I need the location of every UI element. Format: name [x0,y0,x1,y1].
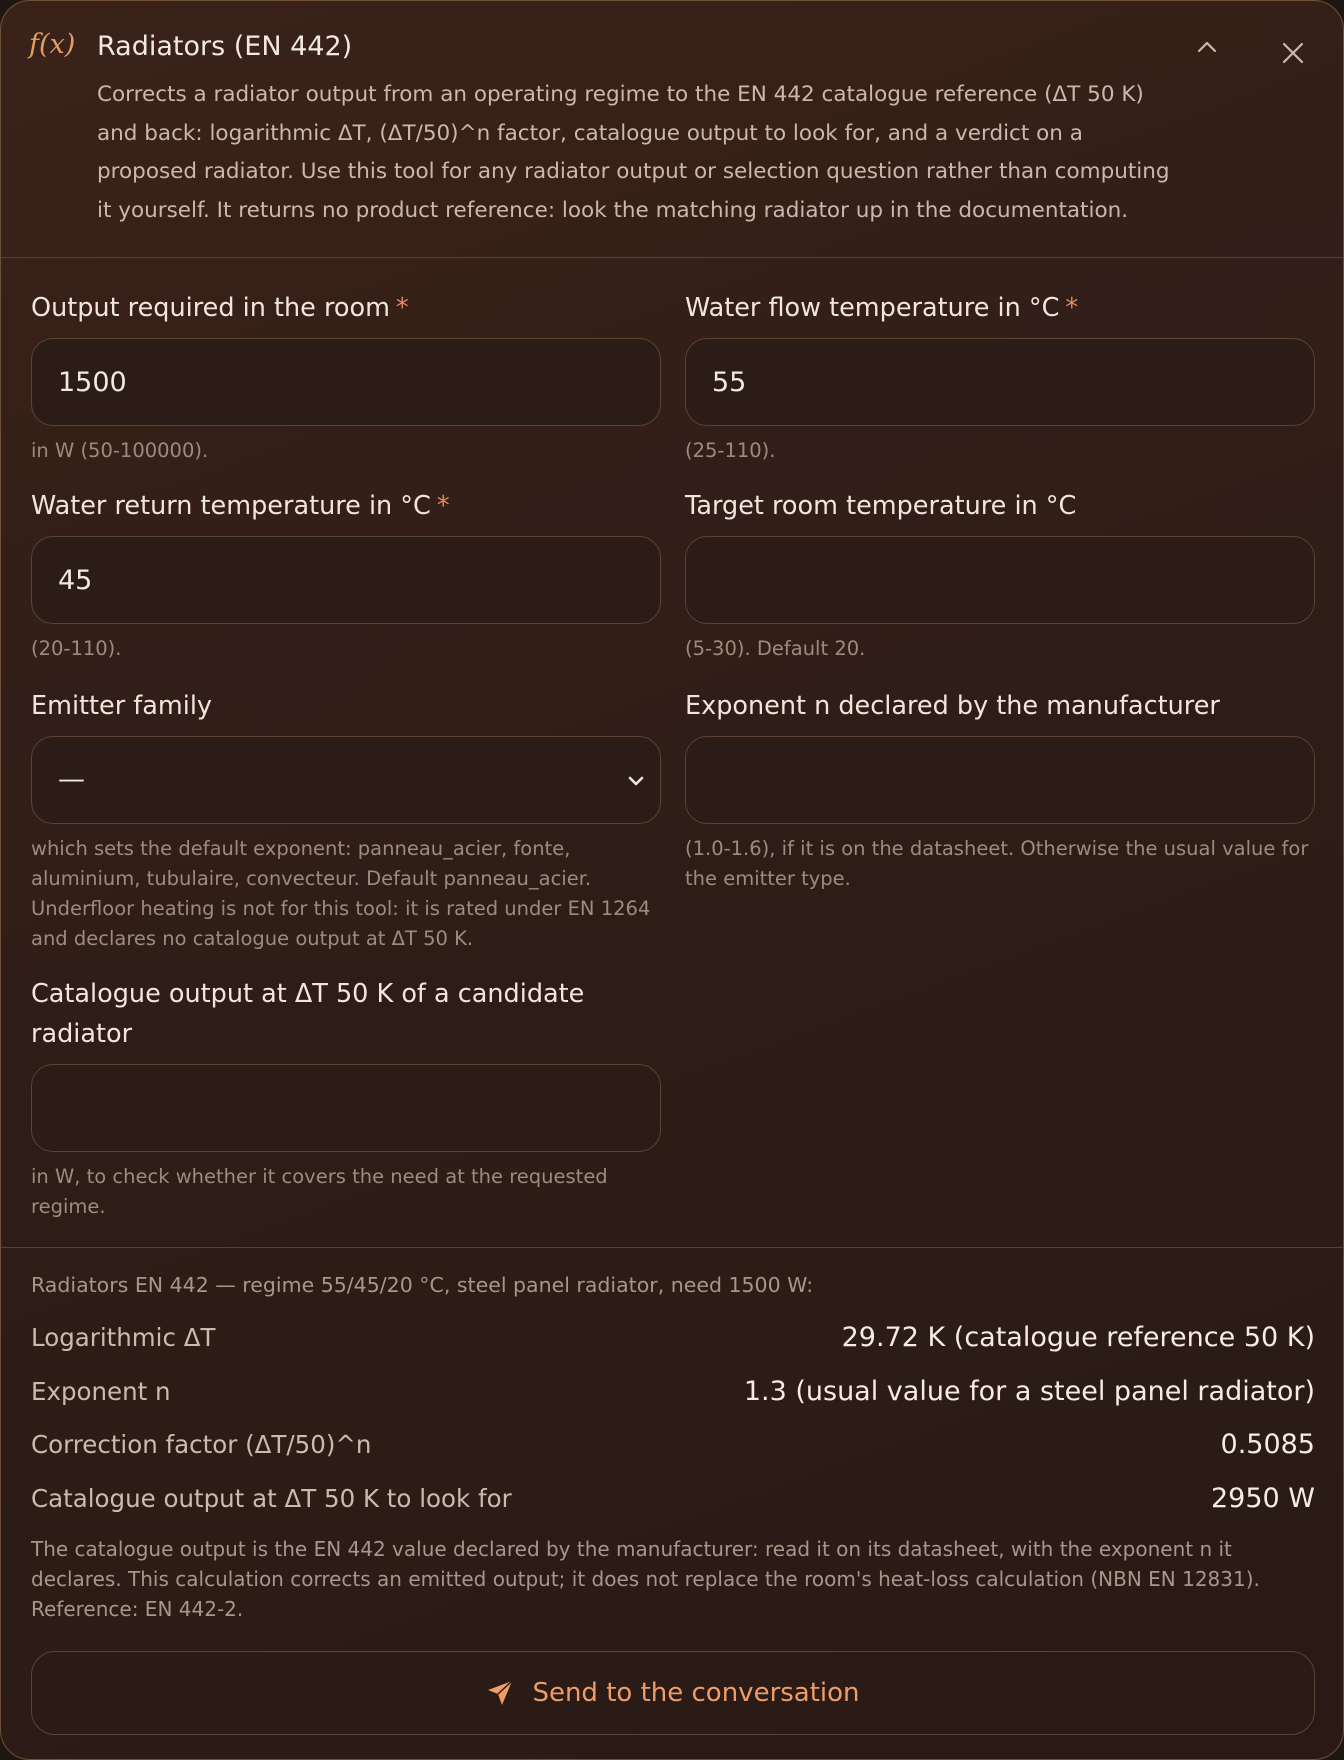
field-exponent-n [685,686,1315,894]
field-hint: (25-110). [685,439,776,462]
collapse-button[interactable] [1191,35,1223,59]
result-label: Exponent n [31,1377,171,1406]
field-label: Catalogue output at ΔT 50 K of a candidate radiator [31,979,585,1049]
field-hint: in W, to check whether it covers the need at the requested regime. [31,1165,608,1218]
required-mark: * [395,293,409,323]
field-room-temperature [685,486,1315,664]
candidate-output-input[interactable] [31,1064,661,1152]
output-required-input[interactable] [31,338,661,426]
divider [1,1247,1343,1248]
field-output-required [31,288,661,466]
result-summary: Radiators EN 442 — regime 55/45/20 °C, steel panel radiator, need 1500 W: [31,1273,814,1297]
result-row [31,1372,1315,1412]
result-value: 0.5085 [1220,1429,1315,1460]
result-row [31,1479,1315,1519]
field-label: Water flow temperature in °C * [685,293,1079,323]
field-return-temperature [31,486,661,664]
result-label: Catalogue output at ΔT 50 K to look for [31,1484,512,1513]
field-hint: (5-30). Default 20. [685,637,866,660]
send-button-label: Send to the conversation [532,1678,860,1708]
room-temperature-input[interactable] [685,536,1315,624]
close-icon [1279,39,1307,67]
result-note: The catalogue output is the EN 442 value declared by the manufacturer: read it on its datasheet, with the exponent n it declares. This calculation corrects an emitted output; it does not replace the room's heat-loss calculation (NBN EN 12831). Reference: EN 442-2. [31,1537,1260,1621]
tool-header [1,1,1343,258]
emitter-family-selected-value: — [31,736,661,824]
result-label: Logarithmic ΔT [31,1323,216,1352]
result-value: 2950 W [1211,1483,1315,1514]
close-button[interactable] [1279,39,1307,67]
function-icon: f(x) [29,29,76,60]
field-label: Output required in the room * [31,293,409,323]
field-emitter-family [31,686,661,954]
result-value: 29.72 K (catalogue reference 50 K) [841,1322,1315,1353]
field-label: Exponent n declared by the manufacturer [685,691,1220,721]
chevron-down-icon [625,770,647,792]
flow-temperature-input[interactable] [685,338,1315,426]
result-value: 1.3 (usual value for a steel panel radiator) [743,1376,1315,1407]
field-label: Water return temperature in °C * [31,491,450,521]
send-to-conversation-button[interactable] [31,1651,1315,1735]
required-mark: * [436,491,450,521]
field-hint: in W (50-100000). [31,439,209,462]
required-mark: * [1065,293,1079,323]
field-flow-temperature [685,288,1315,466]
field-hint: (20-110). [31,637,122,660]
result-row [31,1318,1315,1358]
field-candidate-output [31,974,661,1222]
send-icon [486,1679,514,1707]
chevron-up-icon [1191,35,1223,59]
result-label: Correction factor (ΔT/50)^n [31,1430,372,1459]
field-label: Target room temperature in °C [685,491,1077,521]
field-hint: which sets the default exponent: panneau_acier, fonte, aluminium, tubulaire, convecteur. Default panneau_acier. Underfloor heating is not for this tool: it is rated under EN 1264 and declares no catalogue output at ΔT 50 K. [31,837,651,950]
return-temperature-input[interactable] [31,536,661,624]
field-label: Emitter family [31,691,213,721]
tool-description: Corrects a radiator output from an operating regime to the EN 442 catalogue reference (ΔT 50 K) and back: logarithmic ΔT, (ΔT/50)^n factor, catalogue output to look for, and a verdict on a proposed radiator. Use this tool for any radiator output or selection question rather than computing it yourself. It returns no product reference: look the matching radiator up in the documentation. [97,82,1170,223]
tool-title: Radiators (EN 442) [97,31,353,62]
emitter-family-select[interactable] [31,736,661,824]
field-hint: (1.0-1.6), if it is on the datasheet. Otherwise the usual value for the emitter type. [685,837,1309,890]
result-row [31,1425,1315,1465]
exponent-n-input[interactable] [685,736,1315,824]
